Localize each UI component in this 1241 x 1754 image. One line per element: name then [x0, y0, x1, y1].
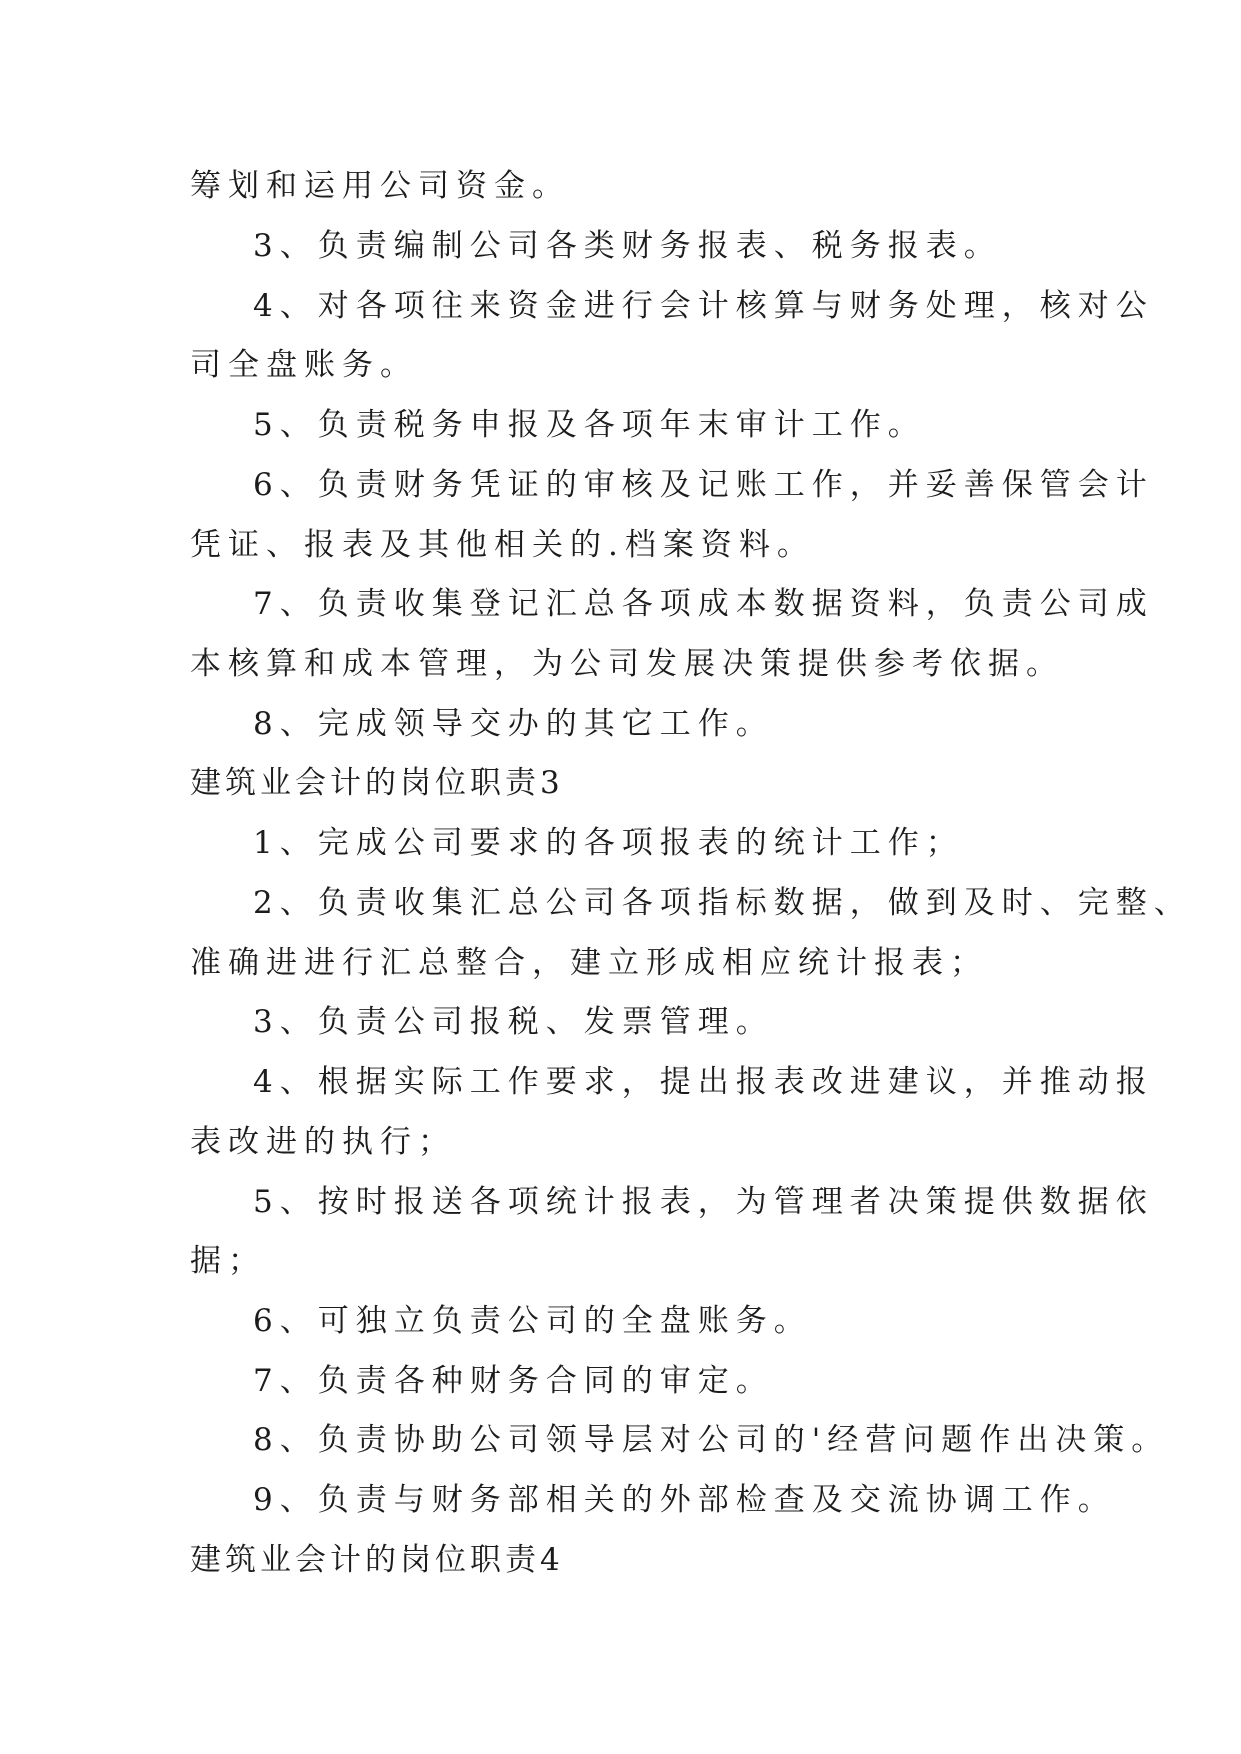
list-item: 2、负责收集汇总公司各项指标数据，做到及时、完整、 [253, 885, 1192, 921]
list-item: 5、按时报送各项统计报表，为管理者决策提供数据依 [253, 1184, 1154, 1220]
list-item: 4、根据实际工作要求，提出报表改进建议，并推动报 [253, 1064, 1154, 1100]
list-item: 8、负责协助公司领导层对公司的'经营问题作出决策。 [253, 1422, 1170, 1458]
list-item: 6、可独立负责公司的全盘账务。 [253, 1303, 812, 1339]
list-item: 3、负责编制公司各类财务报表、税务报表。 [253, 228, 1002, 264]
section-heading: 建筑业会计的岗位职责3 [190, 765, 564, 801]
list-item: 1、完成公司要求的各项报表的统计工作； [253, 825, 964, 861]
paragraph-line: 准确进进行汇总整合，建立形成相应统计报表； [190, 945, 988, 981]
list-item: 7、负责收集登记汇总各项成本数据资料，负责公司成 [253, 586, 1154, 622]
paragraph-line: 据； [190, 1243, 266, 1279]
paragraph-line: 本核算和成本管理，为公司发展决策提供参考依据。 [190, 646, 1064, 682]
list-item: 7、负责各种财务合同的审定。 [253, 1363, 774, 1399]
paragraph-line: 司全盘账务。 [190, 347, 418, 383]
section-heading: 建筑业会计的岗位职责4 [190, 1542, 564, 1578]
paragraph-line: 表改进的执行； [190, 1124, 456, 1160]
list-item: 8、完成领导交办的其它工作。 [253, 706, 774, 742]
paragraph-line: 凭证、报表及其他相关的.档案资料。 [190, 527, 815, 563]
list-item: 9、负责与财务部相关的外部检查及交流协调工作。 [253, 1482, 1116, 1518]
list-item: 3、负责公司报税、发票管理。 [253, 1004, 774, 1040]
paragraph-line: 筹划和运用公司资金。 [190, 168, 570, 204]
list-item: 5、负责税务申报及各项年末审计工作。 [253, 407, 926, 443]
list-item: 6、负责财务凭证的审核及记账工作，并妥善保管会计 [253, 467, 1154, 503]
list-item: 4、对各项往来资金进行会计核算与财务处理，核对公 [253, 288, 1154, 324]
